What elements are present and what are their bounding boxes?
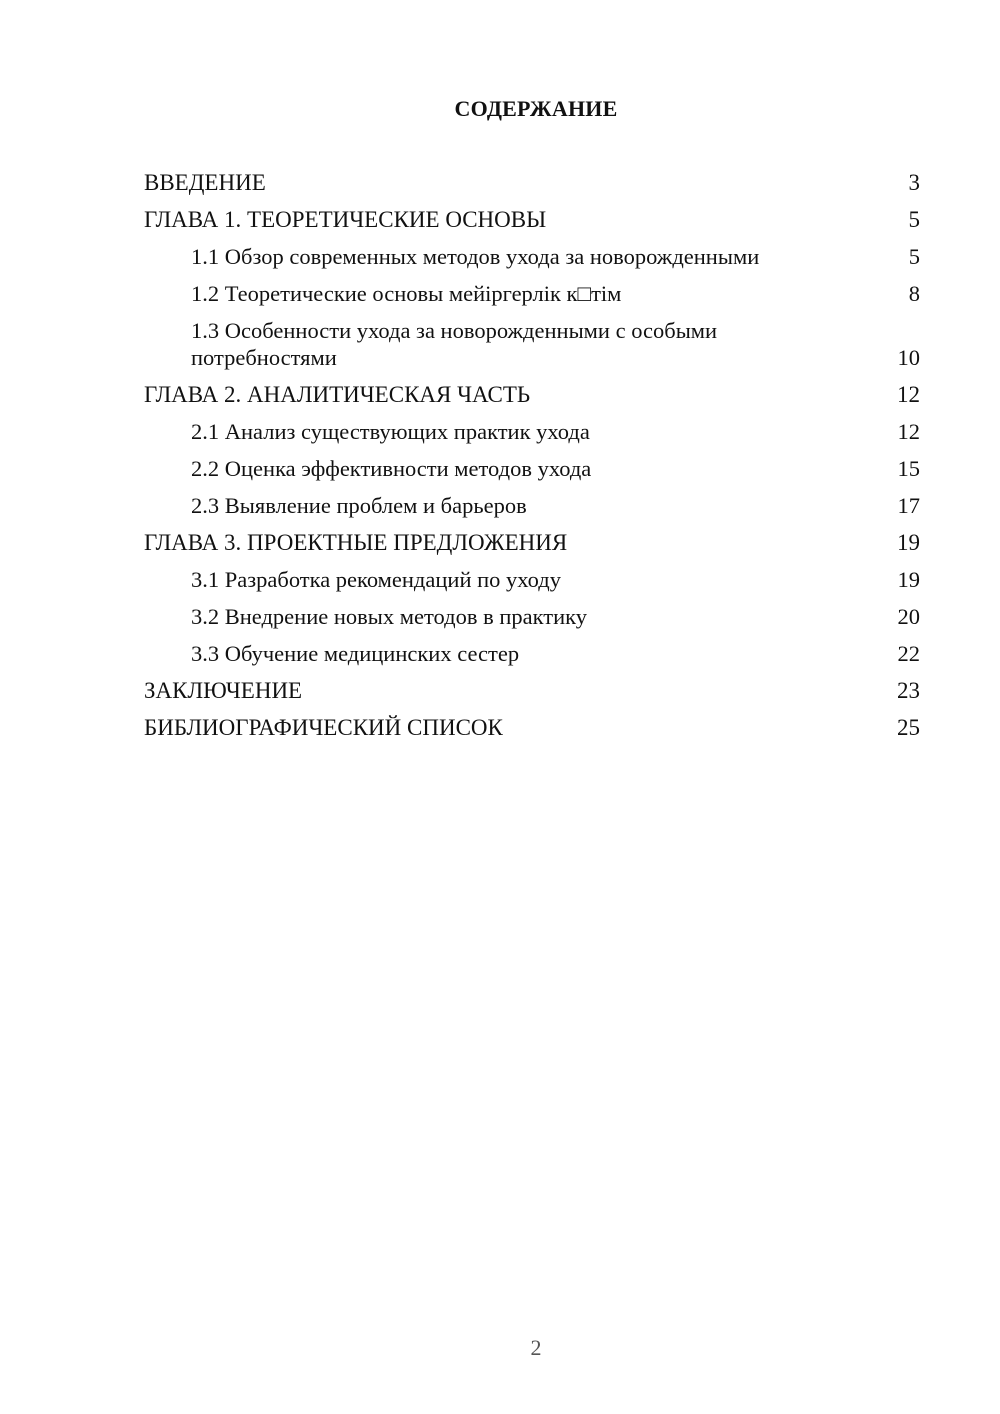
toc-entry-section-2-3[interactable] — [144, 492, 920, 519]
toc-entry-page: 12 — [897, 382, 920, 407]
toc-title: СОДЕРЖАНИЕ — [454, 96, 618, 121]
toc-entry-page: 10 — [897, 345, 920, 370]
toc-entry-page: 25 — [897, 715, 920, 740]
toc-entry-page: 5 — [908, 244, 920, 269]
toc-entry-page: 8 — [908, 281, 920, 306]
toc-entry-section-3-3[interactable] — [144, 640, 920, 667]
toc-entry-chapter-1[interactable] — [144, 206, 920, 233]
toc-entry-page: 5 — [908, 207, 920, 232]
toc-entry-section-1-2[interactable] — [144, 280, 920, 307]
toc-entry-page: 20 — [897, 604, 920, 629]
page-number: 2 — [530, 1335, 542, 1360]
toc-entry-label: 2.1 Анализ существующих практик ухода — [191, 419, 590, 444]
toc-entry-chapter-2[interactable] — [144, 381, 920, 408]
toc-entry-label: БИБЛИОГРАФИЧЕСКИЙ СПИСОК — [144, 715, 503, 740]
toc-entry-page: 19 — [897, 530, 920, 555]
toc-entry-page: 15 — [897, 456, 920, 481]
toc-entry-page: 23 — [897, 678, 920, 703]
toc-entry-label: 2.2 Оценка эффективности методов ухода — [191, 456, 592, 481]
toc-entry-bibliography[interactable] — [144, 714, 920, 741]
toc-entry-page: 22 — [897, 641, 920, 666]
toc-entry-label: ГЛАВА 1. ТЕОРЕТИЧЕСКИЕ ОСНОВЫ — [144, 207, 547, 232]
toc-entry-section-1-1[interactable] — [144, 243, 920, 270]
toc-entry-section-2-2[interactable] — [144, 455, 920, 482]
toc-entry-section-1-3[interactable] — [144, 317, 920, 371]
toc-entry-label: 2.3 Выявление проблем и барьеров — [191, 493, 527, 518]
table-of-contents — [144, 169, 920, 751]
toc-entry-page: 3 — [908, 170, 920, 195]
toc-entry-label: 1.1 Обзор современных методов ухода за новорожденными — [191, 244, 760, 269]
toc-entry-section-3-2[interactable] — [144, 603, 920, 630]
toc-entry-label: 1.3 Особенности ухода за новорожденными с особыми потребностями — [191, 318, 718, 370]
toc-entry-section-2-1[interactable] — [144, 418, 920, 445]
toc-entry-chapter-3[interactable] — [144, 529, 920, 556]
toc-entry-label: 1.2 Теоретические основы мейіргерлік к□тім — [191, 281, 622, 306]
toc-entry-page: 19 — [897, 567, 920, 592]
toc-entry-conclusion[interactable] — [144, 677, 920, 704]
toc-entry-label: 3.3 Обучение медицинских сестер — [191, 641, 520, 666]
toc-entry-label: ВВЕДЕНИЕ — [144, 170, 266, 195]
toc-entry-page: 12 — [897, 419, 920, 444]
toc-entry-label: 3.2 Внедрение новых методов в практику — [191, 604, 587, 629]
toc-entry-introduction[interactable] — [144, 169, 920, 196]
toc-entry-label: ЗАКЛЮЧЕНИЕ — [144, 678, 303, 703]
toc-entry-section-3-1[interactable] — [144, 566, 920, 593]
toc-entry-label: ГЛАВА 3. ПРОЕКТНЫЕ ПРЕДЛОЖЕНИЯ — [144, 530, 568, 555]
toc-entry-label: 3.1 Разработка рекомендаций по уходу — [191, 567, 561, 592]
toc-entry-label: ГЛАВА 2. АНАЛИТИЧЕСКАЯ ЧАСТЬ — [144, 382, 531, 407]
toc-entry-page: 17 — [897, 493, 920, 518]
